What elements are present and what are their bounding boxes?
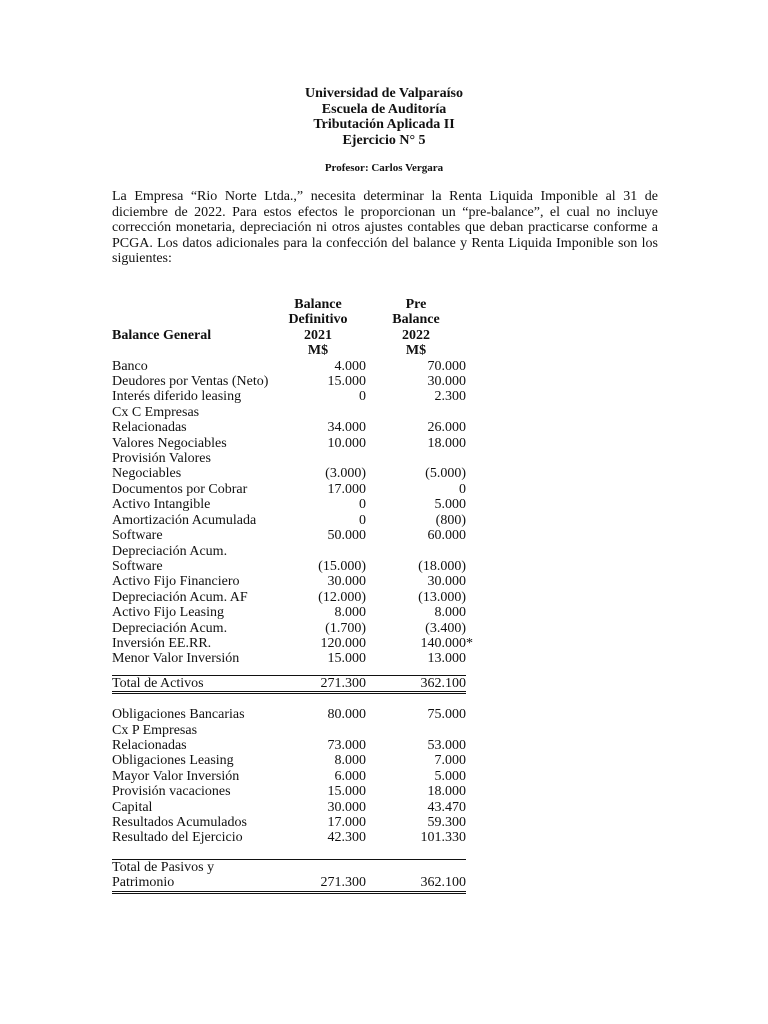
value-2022: 13.000 [427,651,466,667]
row-label: Activo Fijo Leasing [112,605,224,621]
value-2022: 75.000 [427,707,466,723]
table-row [112,451,466,466]
value-2021: 17.000 [327,815,366,830]
table-row [112,590,466,605]
row-label: Valores Negociables [112,435,227,451]
table-row [112,784,466,799]
school-name: Escuela de Auditoría [321,101,447,117]
value-2021: 8.000 [334,753,366,769]
value-2021: 30.000 [327,799,366,815]
table-header-row [112,343,466,358]
value-2021 [270,544,366,559]
document-header [0,86,768,148]
value-2021: 120.000 [320,635,366,651]
row-label: Deudores por Ventas (Neto) [112,374,269,390]
value-2022: (13.000) [418,589,466,605]
col-2022-header: Pre [405,297,427,312]
row-label: Menor Valor Inversión [112,651,240,667]
col-2022-header: Balance [392,312,440,328]
table-header-row [112,297,466,312]
table-row [112,359,466,374]
value-2022: 0 [459,481,466,497]
row-label: Interés diferido leasing [112,389,242,405]
table-header-row [112,312,466,327]
table-row [112,436,466,451]
col-2021-header: Definitivo [288,312,348,328]
table-row [112,420,466,435]
university-name: Universidad de Valparaíso [305,86,463,101]
value-2022: 30.000 [427,374,466,390]
table-title: Balance General [112,327,212,343]
table-row [112,651,466,666]
table-row [112,605,466,620]
value-2021 [270,451,366,466]
row-label: Depreciación Acum. [112,543,228,559]
table-row [112,723,466,738]
total-liabilities-row [112,875,466,892]
value-2022 [366,405,466,420]
value-2021 [270,723,366,738]
value-2022: 59.300 [427,815,466,830]
value-2022: 7.000 [434,753,466,769]
value-2022: 140.000* [420,635,473,651]
value-2021: 15.000 [327,784,366,800]
row-label: Relacionadas [112,420,187,436]
table-row [112,830,466,845]
table-row [112,636,466,651]
row-label: Resultado del Ejercicio [112,830,243,846]
row-label: Obligaciones Leasing [112,753,234,769]
table-header-row [112,328,466,343]
value-2021: (12.000) [318,589,366,605]
value-2021: (1.700) [325,620,366,636]
value-2021: 4.000 [334,358,366,374]
value-2022: 5.000 [434,497,466,513]
row-label: Provisión Valores [112,451,211,467]
balance-table [112,297,473,894]
value-2021: 42.300 [327,830,366,846]
table-row [112,466,466,481]
total-assets-row [112,675,466,692]
row-label: Software [112,528,163,544]
table-row [112,738,466,753]
row-label: Provisión vacaciones [112,784,231,800]
value-2022 [366,451,466,466]
value-2022: 43.470 [427,799,466,815]
value-2021: 0 [359,512,366,528]
value-2021 [270,859,366,875]
row-label: Activo Fijo Financiero [112,574,240,590]
value-2021: 8.000 [334,605,366,621]
intro-paragraph: La Empresa “Rio Norte Ltda.,” necesita determinar la Renta Liquida Imponible al 31 de diciembre de 2022. Para estos efectos le proporcionan un “pre-balance”, el cual no incluye corrección monetaria, depreciación ni otros ajustes contables que deban practicarse conforme a PCGA. Los datos adicionales para la confección del balance y Renta Liquida Imponible son los siguientes: [112,189,658,267]
row-label: Depreciación Acum. AF [112,589,248,605]
professor-line: Profesor: Carlos Vergara [324,162,444,174]
value-2022: (5.000) [425,466,466,482]
table-spacer [112,667,466,676]
value-2022: (800) [435,512,466,528]
row-label: Obligaciones Bancarias [112,707,245,723]
table-row [112,513,466,528]
row-label: Cx P Empresas [112,722,198,738]
row-label: Total de Pasivos y [112,859,270,875]
value-2022: 18.000 [427,784,466,800]
value-2022 [366,723,466,738]
table-row [112,389,466,404]
value-2022: 18.000 [427,435,466,451]
row-label: Software [112,558,163,574]
row-label: Activo Intangible [112,497,211,513]
table-row [112,482,466,497]
value-2022: 101.330 [420,830,466,846]
value-2021: (3.000) [325,466,366,482]
value-2021: 17.000 [327,481,366,497]
value-2021: 80.000 [327,707,366,723]
value-2021: 0 [359,497,366,513]
value-2022: (3.400) [425,620,466,636]
table-row [112,544,466,559]
value-2022: 30.000 [427,574,466,590]
table-row [112,559,466,574]
value-2021: 271.300 [270,875,366,892]
value-2021: 73.000 [327,737,366,753]
total-liabilities-row [112,859,466,875]
value-2021: 34.000 [327,420,366,436]
value-2022: 8.000 [434,605,466,621]
value-2021: 30.000 [327,574,366,590]
value-2022: 70.000 [427,358,466,374]
value-2022: (18.000) [418,558,466,574]
value-2021: 50.000 [327,528,366,544]
row-label: Mayor Valor Inversión [112,768,240,784]
row-label: Capital [112,799,153,815]
value-2022: 53.000 [427,737,466,753]
row-label: Patrimonio [112,875,270,892]
row-label: Documentos por Cobrar [112,481,248,497]
value-2021: 15.000 [327,651,366,667]
col-2022-header: M$ [405,343,427,359]
table-row [112,528,466,543]
row-label: Relacionadas [112,737,187,753]
value-2021: 10.000 [327,435,366,451]
table-row [112,707,466,722]
value-2021: 6.000 [334,768,366,784]
row-label: Negociables [112,466,182,482]
col-2021-header: 2021 [304,327,332,343]
value-2022: 26.000 [427,420,466,436]
row-label: Amortización Acumulada [112,512,257,528]
table-row [112,405,466,420]
value-2021: 271.300 [270,675,366,692]
table-row [112,769,466,784]
row-label: Total de Activos [112,675,270,692]
value-2021: 0 [359,389,366,405]
table-row [112,374,466,389]
table-row [112,800,466,815]
course-name: Tributación Aplicada II [313,117,455,132]
value-2022: 362.100 [366,675,466,692]
row-label: Resultados Acumulados [112,815,247,830]
row-label: Depreciación Acum. [112,620,228,636]
table-row [112,815,466,830]
value-2021 [270,405,366,420]
table-row [112,574,466,589]
table-row [112,497,466,512]
value-2021: 15.000 [327,374,366,390]
col-2021-header: Balance [294,297,342,312]
value-2021: (15.000) [318,558,366,574]
value-2022: 2.300 [434,389,466,405]
row-label: Inversión EE.RR. [112,635,212,651]
exercise-title: Ejercicio N° 5 [342,132,426,148]
value-2022 [366,859,466,875]
table-spacer [112,693,466,708]
table-row [112,753,466,768]
value-2022 [366,544,466,559]
value-2022: 60.000 [427,528,466,544]
value-2022: 362.100 [366,875,466,892]
row-label: Cx C Empresas [112,404,200,420]
table-spacer [112,846,466,860]
col-2021-header: M$ [307,343,329,359]
row-label: Banco [112,358,148,374]
table-row [112,621,466,636]
col-2022-header: 2022 [402,327,430,343]
value-2022: 5.000 [434,768,466,784]
